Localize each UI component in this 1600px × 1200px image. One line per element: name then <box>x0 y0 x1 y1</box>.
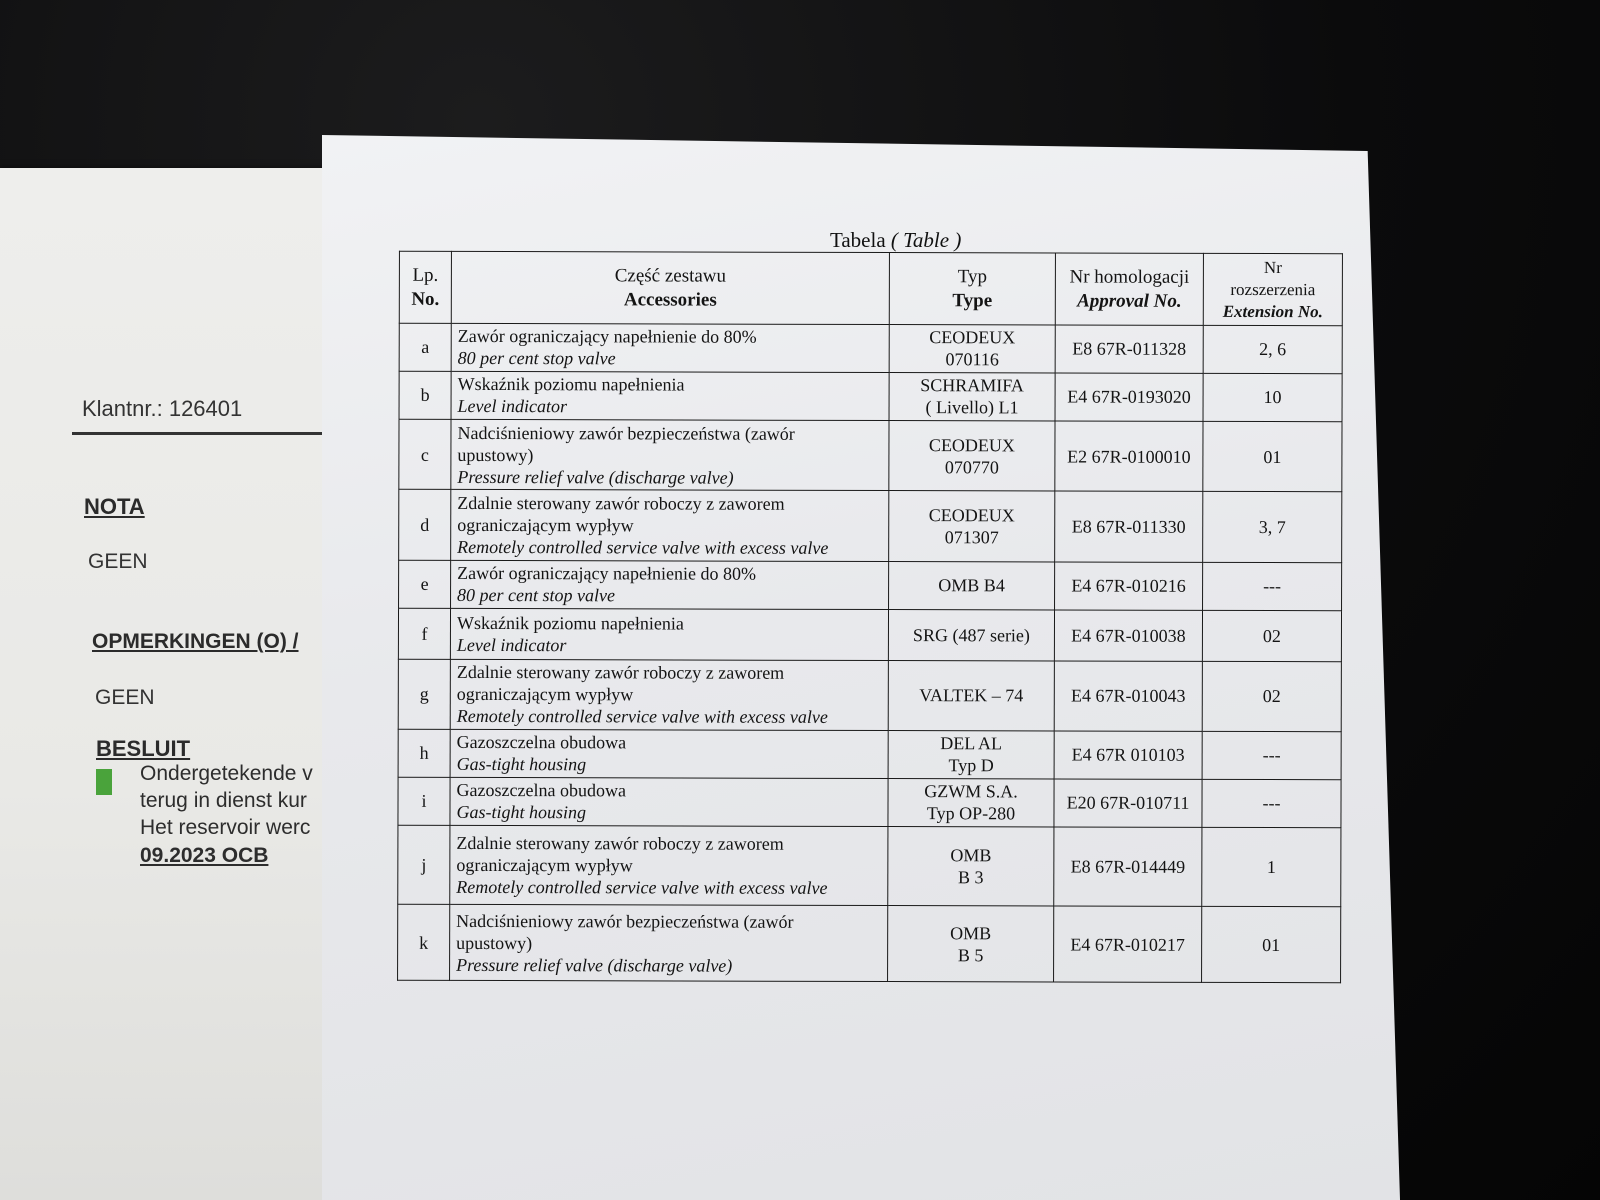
table-header-row <box>399 251 1342 325</box>
cell-accessory <box>450 777 888 826</box>
cell-accessory <box>450 729 888 778</box>
cell-accessory <box>450 659 888 731</box>
cell-type <box>888 731 1054 779</box>
cell-no: f <box>398 608 450 659</box>
nota-value: GEEN <box>88 550 148 573</box>
table-row <box>398 659 1341 732</box>
type-line: 070770 <box>944 456 999 477</box>
remarks-value: GEEN <box>95 686 155 709</box>
accessory-pl-cont: ograniczającym wypływ <box>456 684 634 705</box>
cell-accessory <box>450 825 888 906</box>
type-line: 071307 <box>944 527 999 548</box>
accessory-pl: Zdalnie sterowany zawór roboczy z zaworem <box>456 833 784 854</box>
cell-no: k <box>398 905 450 981</box>
cell-approval: E8 67R-011328 <box>1055 325 1203 373</box>
type-line: OMB <box>950 845 992 866</box>
cell-approval: E4 67R-010217 <box>1054 906 1202 982</box>
caption-pl: Tabela <box>830 228 886 252</box>
accessory-en: Pressure relief valve (discharge valve) <box>456 954 733 976</box>
accessory-pl-cont: ograniczającym wypływ <box>456 855 633 876</box>
cell-accessory <box>451 371 889 420</box>
cell-approval: E4 67R-010216 <box>1055 562 1203 610</box>
cell-approval: E20 67R-010711 <box>1054 779 1202 827</box>
type-line: OMB B4 <box>938 575 1005 596</box>
accessory-en: Level indicator <box>457 396 568 417</box>
accessory-pl-cont: ograniczającym wypływ <box>457 514 634 536</box>
cell-extension: 1 <box>1202 827 1341 907</box>
accessory-en: Pressure relief valve (discharge valve) <box>457 466 734 488</box>
decision-line: Het reservoir werc <box>140 816 311 839</box>
decision-heading: BESLUIT <box>96 736 191 761</box>
table-row <box>399 419 1342 492</box>
cell-no: e <box>399 560 451 608</box>
cell-no: i <box>398 777 450 825</box>
type-line: Typ D <box>948 755 994 776</box>
cell-type <box>888 660 1054 731</box>
cell-no: g <box>398 659 450 730</box>
header-type: Typ Type <box>889 253 1055 325</box>
cell-type <box>888 826 1054 906</box>
accessory-pl: Gazoszczelna obudowa <box>456 780 626 801</box>
cell-extension: 02 <box>1202 661 1341 732</box>
remarks-heading: OPMERKINGEN (O) / <box>92 630 299 653</box>
accessory-en: Remotely controlled service valve with excess valve <box>456 877 828 899</box>
cell-accessory <box>450 608 888 660</box>
type-line: CEODEUX <box>928 505 1015 526</box>
accessory-pl-cont: upustowy) <box>457 444 534 465</box>
header-accessories: Część zestawu Accessories <box>451 251 889 324</box>
cell-no: c <box>399 419 451 490</box>
divider <box>72 432 362 435</box>
cell-type <box>889 491 1055 562</box>
header-extension: Nr rozszerzenia Extension No. <box>1203 253 1342 325</box>
cell-accessory <box>450 905 888 982</box>
cell-type <box>889 325 1055 373</box>
type-line: 070116 <box>945 349 999 370</box>
header-no: Lp. No. <box>399 251 451 323</box>
cell-no: j <box>398 825 450 905</box>
cell-extension: 10 <box>1203 373 1342 421</box>
accessory-en: Level indicator <box>456 634 567 655</box>
cell-extension: 01 <box>1203 421 1342 492</box>
table-row <box>398 777 1341 827</box>
cell-type <box>889 372 1055 420</box>
type-line: Typ OP-280 <box>926 803 1016 824</box>
nota-heading: NOTA <box>84 494 145 519</box>
cell-type <box>889 561 1055 609</box>
table-row <box>398 608 1341 661</box>
accessory-pl: Nadciśnieniowy zawór bezpieczeństwa (zawór <box>456 910 794 932</box>
type-line: GZWM S.A. <box>924 781 1018 802</box>
cell-type <box>888 609 1054 660</box>
cell-accessory <box>451 560 889 609</box>
cell-approval: E4 67R-0193020 <box>1055 373 1203 421</box>
cell-no: b <box>399 371 451 419</box>
accessory-pl: Wskaźnik poziomu napełnienia <box>457 374 685 395</box>
cell-approval: E8 67R-011330 <box>1055 491 1203 562</box>
header-approval: Nr homologacji Approval No. <box>1055 253 1203 325</box>
cell-no: a <box>399 323 451 371</box>
accessories-table <box>397 251 1343 983</box>
type-line: OMB <box>950 922 992 944</box>
table-row <box>399 560 1342 610</box>
cell-approval: E8 67R-014449 <box>1054 827 1202 907</box>
cell-extension: 02 <box>1202 610 1341 661</box>
cell-extension: 2, 6 <box>1203 325 1342 373</box>
decision-line: Ondergetekende v <box>140 762 313 785</box>
table-row <box>399 490 1342 563</box>
decision-line: terug in dienst kur <box>140 789 307 812</box>
accessory-en: 80 per cent stop valve <box>457 348 616 369</box>
cell-extension: 3, 7 <box>1203 492 1342 563</box>
cell-extension: 01 <box>1202 907 1341 983</box>
table-row <box>398 729 1341 779</box>
accessory-pl: Wskaźnik poziomu napełnienia <box>456 612 684 634</box>
type-line: SRG (487 serie) <box>912 624 1030 646</box>
cell-accessory <box>451 490 889 562</box>
accessory-pl: Gazoszczelna obudowa <box>456 732 627 753</box>
type-line: B 5 <box>957 944 984 966</box>
accessory-en: 80 per cent stop valve <box>457 585 616 606</box>
cell-approval: E4 67R-010038 <box>1054 610 1202 661</box>
cell-extension: --- <box>1202 731 1341 779</box>
table-row <box>398 825 1341 907</box>
accessory-pl: Zawór ograniczający napełnienie do 80% <box>457 563 757 584</box>
type-line: DEL AL <box>940 733 1003 754</box>
cell-approval: E4 67R 010103 <box>1054 731 1202 779</box>
accessory-pl: Zawór ograniczający napełnienie do 80% <box>457 326 757 348</box>
accessory-pl: Zdalnie sterowany zawór roboczy z zaworem <box>456 662 785 684</box>
accessory-en: Gas-tight housing <box>456 754 587 775</box>
cell-accessory <box>451 419 889 491</box>
cell-no: d <box>399 490 451 561</box>
cell-type <box>889 420 1055 491</box>
cell-approval: E2 67R-0100010 <box>1055 421 1203 492</box>
cell-no: h <box>398 729 450 777</box>
cell-type <box>888 906 1054 982</box>
cell-accessory <box>451 323 889 372</box>
accessory-pl: Zdalnie sterowany zawór roboczy z zaworem <box>457 492 785 514</box>
type-line: VALTEK – 74 <box>919 685 1024 706</box>
table-row <box>399 323 1342 373</box>
table-row <box>398 905 1341 983</box>
cell-type <box>888 778 1054 826</box>
table-caption <box>830 228 961 253</box>
type-line: B 3 <box>958 867 984 888</box>
type-line: CEODEUX <box>928 434 1015 455</box>
cell-extension: --- <box>1203 562 1342 610</box>
caption-en: ( Table ) <box>890 228 962 252</box>
type-line: ( Livello) L1 <box>925 397 1019 418</box>
client-number: Klantnr.: 126401 <box>82 396 243 421</box>
accessory-en: Remotely controlled service valve with excess valve <box>457 536 829 558</box>
back-document <box>0 168 360 1200</box>
green-marker <box>96 769 112 795</box>
accessory-en: Gas-tight housing <box>456 802 587 823</box>
type-line: CEODEUX <box>929 327 1016 348</box>
accessory-pl-cont: upustowy) <box>456 932 533 953</box>
cell-approval: E4 67R-010043 <box>1054 661 1202 732</box>
type-line: SCHRAMIFA <box>920 375 1024 396</box>
decision-date-line: 09.2023 OCB <box>140 844 269 867</box>
accessory-pl: Nadciśnieniowy zawór bezpieczeństwa (zawór <box>457 422 795 444</box>
table-row <box>399 371 1342 421</box>
cell-extension: --- <box>1202 779 1341 827</box>
accessory-en: Remotely controlled service valve with excess valve <box>456 706 828 728</box>
